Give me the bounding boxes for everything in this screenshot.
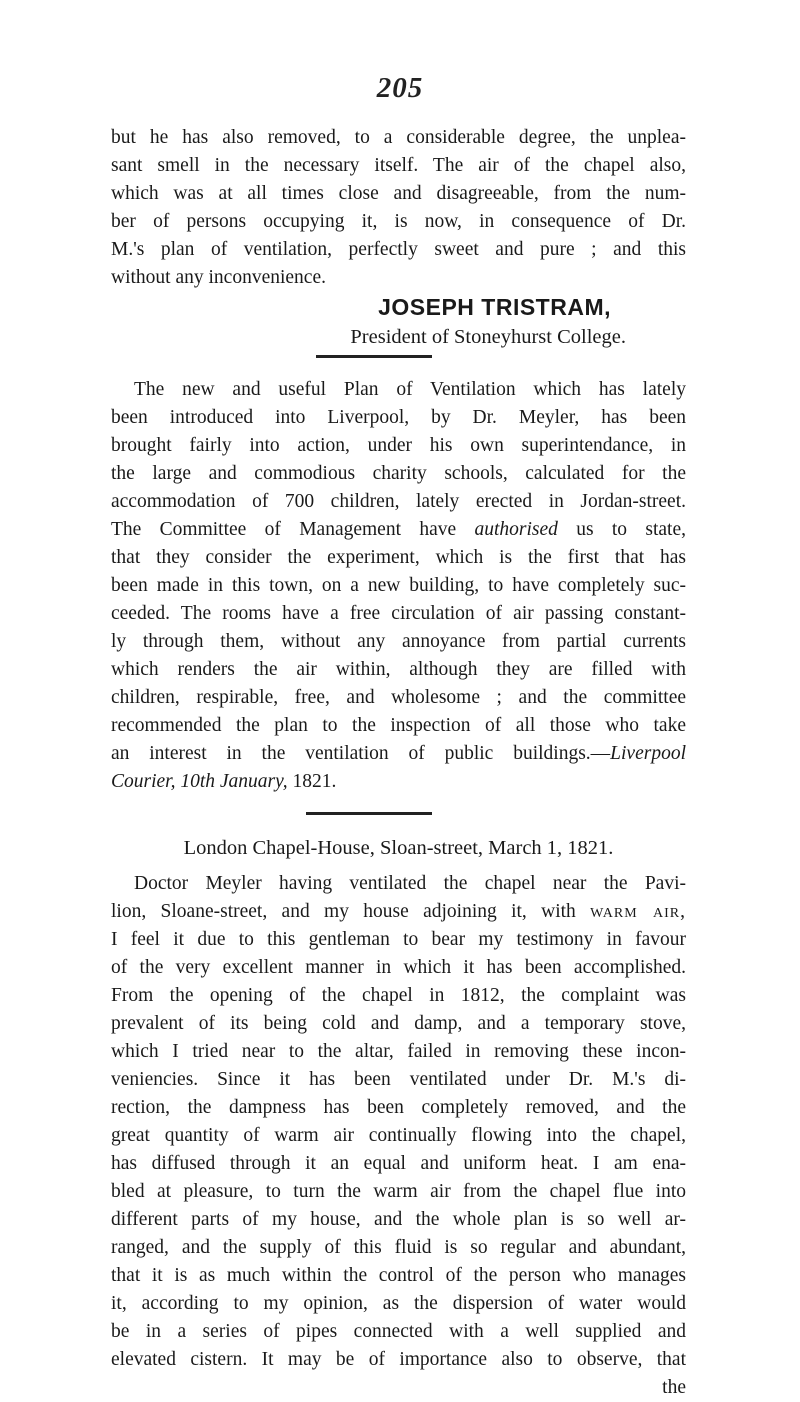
italic-word: authorised: [474, 519, 558, 540]
source-date: 10th January,: [180, 771, 288, 792]
text-line: ranged, and the supply of this fluid is so regular and abundant,: [111, 1237, 686, 1258]
text-line: M.'s plan of ventilation, perfectly sweet and pure ; and this: [111, 239, 686, 260]
text-line: elevated cistern. It may be of importance also to observe, that: [111, 1349, 686, 1370]
text-line: it, according to my opinion, as the dispersion of water would: [111, 1293, 686, 1314]
signature-title: President of Stoneyhurst College.: [350, 326, 626, 348]
stoneyhurst-testimonial: [111, 124, 686, 352]
text-line: [111, 898, 686, 926]
text-line: bled at pleasure, to turn the warm air from the chapel flue into: [111, 1181, 686, 1202]
text-line: which renders the air within, although they are filled with: [111, 659, 686, 680]
text-line: different parts of my house, and the whole plan is so well ar-: [111, 1209, 686, 1230]
section-divider: [316, 355, 432, 358]
text-line: that it is as much within the control of the person who manages: [111, 1265, 686, 1286]
text-line: be in a series of pipes connected with a well supplied and: [111, 1321, 686, 1342]
text-line: has diffused through it an equal and uniform heat. I am ena-: [111, 1153, 686, 1174]
source-name: Liverpool: [610, 743, 686, 764]
letter-heading: London Chapel-House, Sloan-street, March 1, 1821.: [183, 837, 614, 859]
text-line: The new and useful Plan of Ventilation which has lately: [134, 379, 686, 400]
liverpool-article: [111, 376, 686, 796]
signature-name: JOSEPH TRISTRAM,: [378, 294, 611, 320]
catchword: the: [662, 1377, 686, 1398]
text-line: been made in this town, on a new building, to have completely suc-: [111, 575, 686, 596]
text-line: prevalent of its being cold and damp, and a temporary stove,: [111, 1013, 686, 1034]
text-line: I feel it due to this gentleman to bear my testimony in favour: [111, 929, 686, 950]
smallcaps-phrase: warm air,: [590, 901, 687, 922]
text-line: ceeded. The rooms have a free circulation of air passing constant-: [111, 603, 686, 624]
source-year: 1821.: [292, 771, 337, 792]
text-line: veniencies. Since it has been ventilated under Dr. M.'s di-: [111, 1069, 686, 1090]
section-divider: [306, 812, 432, 815]
text-line: recommended the plan to the inspection of all those who take: [111, 715, 686, 736]
text-line: [111, 740, 686, 768]
text-line: [111, 516, 686, 544]
source-name-cont: Courier,: [111, 771, 176, 792]
text-line: From the opening of the chapel in 1812, the complaint was: [111, 985, 686, 1006]
text-line: great quantity of warm air continually flowing into the chapel,: [111, 1125, 686, 1146]
text-line: rection, the dampness has been completely removed, and the: [111, 1097, 686, 1118]
text-line: sant smell in the necessary itself. The air of the chapel also,: [111, 155, 686, 176]
text-line: which I tried near to the altar, failed in removing these incon-: [111, 1041, 686, 1062]
text-line: Doctor Meyler having ventilated the chapel near the Pavi-: [134, 873, 686, 894]
text-line-end: us to state,: [576, 519, 686, 540]
text-line: children, respirable, free, and wholesome ; and the committee: [111, 687, 686, 708]
text-line-start: an interest in the ventilation of public buildings.—: [111, 743, 611, 764]
text-line-start: The Committee of Management have: [111, 519, 457, 540]
text-line: ly through them, without any annoyance from partial currents: [111, 631, 686, 652]
text-line: but he has also removed, to a considerable degree, the unplea-: [111, 127, 686, 148]
text-line: which was at all times close and disagreeable, from the num-: [111, 183, 686, 204]
text-line: [111, 768, 686, 796]
text-line: brought fairly into action, under his own superintendance, in: [111, 435, 686, 456]
text-line: accommodation of 700 children, lately erected in Jordan-street.: [111, 491, 686, 512]
text-line: the large and commodious charity schools, calculated for the: [111, 463, 686, 484]
text-line: without any inconvenience.: [111, 267, 326, 288]
page-number: 205: [376, 72, 424, 104]
text-line: ber of persons occupying it, is now, in consequence of Dr.: [111, 211, 686, 232]
text-line: that they consider the experiment, which is the first that has: [111, 547, 686, 568]
text-line: of the very excellent manner in which it has been accomplished.: [111, 957, 686, 978]
text-line-start: lion, Sloane-street, and my house adjoining it, with: [111, 901, 576, 922]
text-line: been introduced into Liverpool, by Dr. Meyler, has been: [111, 407, 686, 428]
london-chapel-testimonial: [111, 834, 686, 1402]
